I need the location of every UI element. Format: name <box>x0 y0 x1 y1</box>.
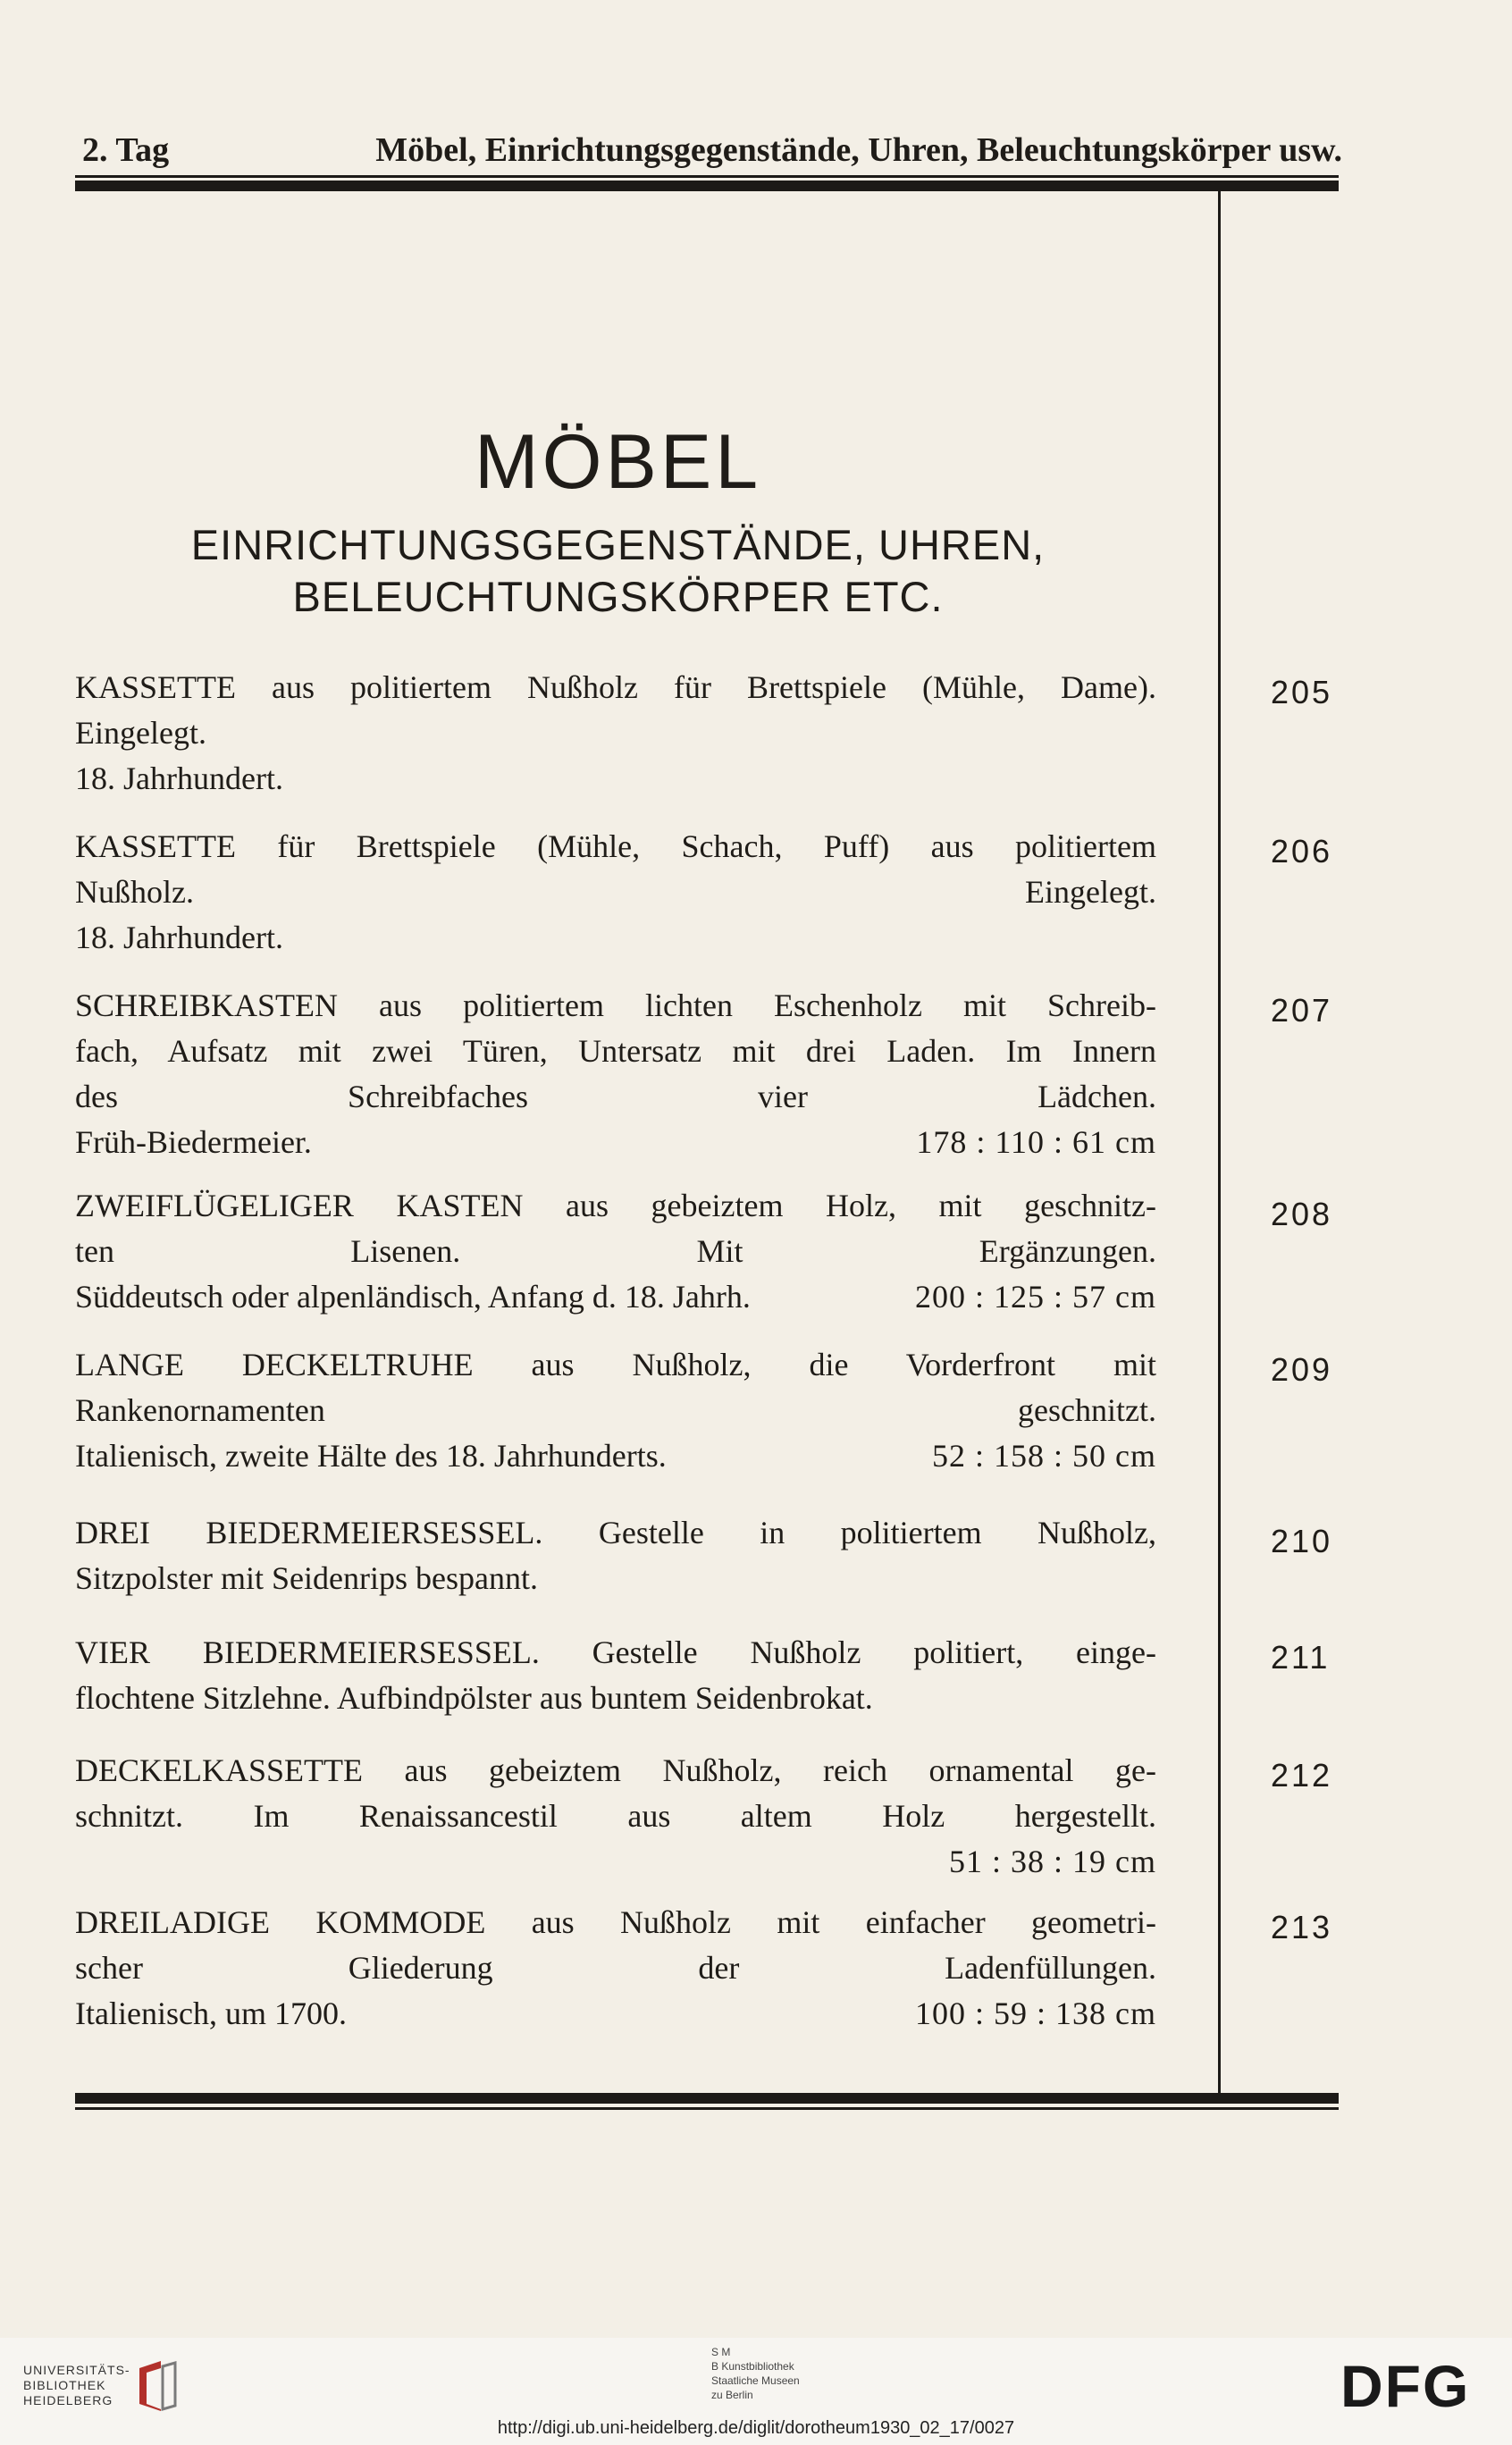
header-title: Möbel, Einrichtungsgegenstände, Uhren, Beleuchtungskörper usw. <box>375 131 1342 169</box>
entry-line-text: scher Gliederung der Ladenfüllungen. <box>75 1950 1156 1986</box>
entry-line <box>75 1029 1156 1074</box>
entry-line-text: Nußholz. Eingelegt. <box>75 874 1156 910</box>
entry-dimensions: 178 : 110 : 61 cm <box>916 1124 1156 1160</box>
smb-line-4: zu Berlin <box>711 2389 753 2401</box>
entry-line <box>75 1433 1156 1479</box>
entry-line <box>75 983 1156 1029</box>
dfg-logo: DFG <box>1340 2353 1471 2419</box>
catalogue-entry <box>75 1510 1156 1601</box>
catalogue-entry <box>75 983 1156 1165</box>
entry-line <box>75 1229 1156 1274</box>
lot-number: 205 <box>1271 674 1333 710</box>
lot-number: 209 <box>1271 1351 1333 1388</box>
entry-line-text: 18. Jahrhundert. <box>75 760 283 796</box>
catalogue-entry <box>75 665 1156 802</box>
smb-line-2: B Kunstbibliothek <box>711 2360 794 2373</box>
catalogue-entry <box>75 824 1156 961</box>
entry-line <box>75 1556 1156 1601</box>
entry-line <box>75 1183 1156 1229</box>
entry-line-text: 18. Jahrhundert. <box>75 920 283 955</box>
top-rule <box>75 181 1339 191</box>
entry-dimensions: 51 : 38 : 19 cm <box>949 1844 1156 1879</box>
entry-line <box>75 915 1156 961</box>
bottom-rule-thin <box>75 2107 1339 2110</box>
entry-line-text: Früh-Biedermeier. <box>75 1124 312 1160</box>
entry-dimensions: 52 : 158 : 50 cm <box>932 1438 1156 1474</box>
entry-line <box>75 1945 1156 1991</box>
entry-line <box>75 1630 1156 1676</box>
lot-number: 210 <box>1271 1523 1333 1559</box>
entry-line <box>75 1388 1156 1433</box>
entry-line <box>75 1120 1156 1165</box>
entry-line-text: Rankenornamenten geschnitzt. <box>75 1392 1156 1428</box>
entry-line <box>75 824 1156 870</box>
entry-line <box>75 1342 1156 1388</box>
entry-line-text: ten Lisenen. Mit Ergänzungen. <box>75 1233 1156 1269</box>
entry-line-text: DREI BIEDERMEIERSESSEL. Gestelle in politiertem Nußholz, <box>75 1515 1156 1550</box>
header-day: 2. Tag <box>82 131 170 169</box>
lot-number: 213 <box>1271 1909 1333 1945</box>
entry-line-text: SCHREIBKASTEN aus politiertem lichten Eschenholz mit Schreib- <box>75 987 1156 1023</box>
entry-line-text: Italienisch, um 1700. <box>75 1995 347 2031</box>
section-subtitle-line-2: BELEUCHTUNGSKÖRPER ETC. <box>292 573 944 620</box>
lot-number: 212 <box>1271 1757 1333 1794</box>
university-logo-icon <box>134 2359 181 2413</box>
lot-number: 206 <box>1271 833 1333 870</box>
catalogue-entry <box>75 1630 1156 1721</box>
section-subtitle-line-1: EINRICHTUNGSGEGENSTÄNDE, UHREN, <box>190 521 1046 568</box>
entry-line-text: VIER BIEDERMEIERSESSEL. Gestelle Nußholz politiert, einge- <box>75 1634 1156 1670</box>
entry-line <box>75 710 1156 756</box>
entry-line-text: Eingelegt. <box>75 715 206 751</box>
entry-line-text: fach, Aufsatz mit zwei Türen, Untersatz mit drei Laden. Im Innern <box>75 1033 1156 1069</box>
university-line-3: HEIDELBERG <box>23 2393 113 2407</box>
entry-line <box>75 1274 1156 1320</box>
entry-line-text: Italienisch, zweite Hälte des 18. Jahrhunderts. <box>75 1438 667 1474</box>
lot-number: 207 <box>1271 992 1333 1029</box>
entry-line-text: KASSETTE für Brettspiele (Mühle, Schach, Puff) aus politiertem <box>75 828 1156 864</box>
catalogue-entry <box>75 1900 1156 2037</box>
entry-line-text: KASSETTE aus politiertem Nußholz für Brettspiele (Mühle, Dame). <box>75 669 1156 705</box>
bottom-rule <box>75 2093 1339 2104</box>
section-title: MÖBEL <box>474 419 762 505</box>
lot-number: 211 <box>1271 1639 1331 1676</box>
university-line-1: UNIVERSITÄTS- <box>23 2363 130 2377</box>
smb-line-1: S M <box>711 2346 731 2358</box>
entry-dimensions: 100 : 59 : 138 cm <box>915 1995 1156 2031</box>
column-divider <box>1218 191 1221 2093</box>
smb-line-3: Staatliche Museen <box>711 2374 800 2387</box>
source-url-link[interactable]: http://digi.ub.uni-heidelberg.de/diglit/dorotheum1930_02_17/0027 <box>497 2418 1015 2438</box>
entry-line-text: DREILADIGE KOMMODE aus Nußholz mit einfacher geometri- <box>75 1904 1156 1940</box>
university-line-2: BIBLIOTHEK <box>23 2378 106 2392</box>
entry-line-text: des Schreibfaches vier Lädchen. <box>75 1079 1156 1114</box>
catalogue-entry <box>75 1183 1156 1320</box>
entry-line-text: Süddeutsch oder alpenländisch, Anfang d. 18. Jahrh. <box>75 1279 751 1315</box>
entry-line <box>75 1748 1156 1794</box>
entry-line <box>75 870 1156 915</box>
entry-line-text: DECKELKASSETTE aus gebeiztem Nußholz, reich ornamental ge- <box>75 1752 1156 1788</box>
entry-line <box>75 1794 1156 1839</box>
entry-line <box>75 665 1156 710</box>
entry-line <box>75 1676 1156 1721</box>
smb-credit <box>711 2345 800 2402</box>
entry-line-text: LANGE DECKELTRUHE aus Nußholz, die Vorderfront mit <box>75 1347 1156 1382</box>
entry-line <box>75 1991 1156 2037</box>
entry-line-text: Sitzpolster mit Seidenrips bespannt. <box>75 1560 538 1596</box>
entry-line <box>75 1074 1156 1120</box>
lot-number: 208 <box>1271 1196 1333 1232</box>
catalogue-entry <box>75 1748 1156 1885</box>
top-rule-thin <box>75 175 1339 178</box>
entry-line-text: flochtene Sitzlehne. Aufbindpölster aus buntem Seidenbrokat. <box>75 1680 873 1716</box>
entry-line <box>75 1900 1156 1945</box>
entry-line <box>75 1510 1156 1556</box>
university-library-name <box>23 2363 130 2408</box>
entry-line <box>75 1839 1156 1885</box>
entry-dimensions: 200 : 125 : 57 cm <box>915 1279 1156 1315</box>
entry-line-text: ZWEIFLÜGELIGER KASTEN aus gebeiztem Holz, mit geschnitz- <box>75 1188 1156 1223</box>
catalogue-entry <box>75 1342 1156 1479</box>
entry-line-text: schnitzt. Im Renaissancestil aus altem Holz hergestellt. <box>75 1798 1156 1834</box>
entry-line <box>75 756 1156 802</box>
